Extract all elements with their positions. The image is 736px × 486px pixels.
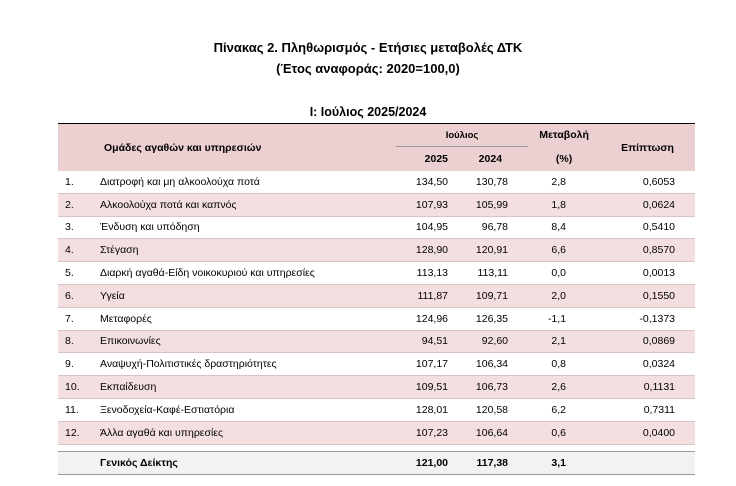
header-change-unit: (%)	[528, 147, 600, 172]
row-change: 0,8	[528, 353, 600, 376]
row-number: 11.	[58, 398, 92, 421]
row-number: 4.	[58, 239, 92, 262]
row-group-name: Υγεία	[92, 284, 396, 307]
row-number: 12.	[58, 421, 92, 444]
row-change: 6,2	[528, 398, 600, 421]
total-2024: 117,38	[456, 451, 528, 474]
row-number: 6.	[58, 284, 92, 307]
row-group-name: Επικοινωνίες	[92, 330, 396, 353]
row-value-2025: 111,87	[396, 284, 456, 307]
row-group-name: Αναψυχή-Πολιτιστικές δραστηριότητες	[92, 353, 396, 376]
row-value-2025: 104,95	[396, 216, 456, 239]
row-group-name: Μεταφορές	[92, 307, 396, 330]
row-value-2024: 130,78	[456, 171, 528, 193]
row-impact: 0,0324	[600, 353, 695, 376]
row-impact: 0,0869	[600, 330, 695, 353]
row-value-2025: 124,96	[396, 307, 456, 330]
row-value-2024: 109,71	[456, 284, 528, 307]
row-impact: 0,1131	[600, 376, 695, 399]
row-value-2025: 128,90	[396, 239, 456, 262]
table-row	[58, 239, 695, 262]
row-group-name: Στέγαση	[92, 239, 396, 262]
row-group-name: Άλλα αγαθά και υπηρεσίες	[92, 421, 396, 444]
total-name: Γενικός Δείκτης	[92, 451, 396, 474]
total-change: 3,1	[528, 451, 600, 474]
row-change: 0,0	[528, 262, 600, 285]
row-value-2024: 126,35	[456, 307, 528, 330]
row-change: 2,1	[528, 330, 600, 353]
row-value-2025: 128,01	[396, 398, 456, 421]
row-impact: 0,5410	[600, 216, 695, 239]
row-number: 3.	[58, 216, 92, 239]
row-change: 1,8	[528, 193, 600, 216]
row-group-name: Εκπαίδευση	[92, 376, 396, 399]
row-value-2025: 107,93	[396, 193, 456, 216]
total-impact	[600, 451, 695, 474]
row-value-2025: 109,51	[396, 376, 456, 399]
row-change: 2,8	[528, 171, 600, 193]
row-group-name: Διαρκή αγαθά-Είδη νοικοκυριού και υπηρεσίες	[92, 262, 396, 285]
row-value-2024: 106,73	[456, 376, 528, 399]
table-row	[58, 307, 695, 330]
header-impact: Επίπτωση	[600, 124, 695, 172]
header-groups: Ομάδες αγαθών και υπηρεσιών	[58, 124, 396, 172]
table-title: Πίνακας 2. Πληθωρισμός - Ετήσιες μεταβολές ΔΤΚ	[213, 40, 523, 55]
table-subtitle: Ι: Ιούλιος 2025/2024	[309, 105, 427, 119]
total-2025: 121,00	[396, 451, 456, 474]
row-change: 2,0	[528, 284, 600, 307]
table-row	[58, 398, 695, 421]
row-change: 0,6	[528, 421, 600, 444]
table-row	[58, 353, 695, 376]
header-change: Μεταβολή	[528, 124, 600, 147]
row-value-2024: 106,64	[456, 421, 528, 444]
row-number: 2.	[58, 193, 92, 216]
row-number: 9.	[58, 353, 92, 376]
row-value-2024: 106,34	[456, 353, 528, 376]
row-change: 6,6	[528, 239, 600, 262]
row-value-2024: 113,11	[456, 262, 528, 285]
row-value-2024: 96,78	[456, 216, 528, 239]
row-group-name: Ένδυση και υπόδηση	[92, 216, 396, 239]
table-row	[58, 216, 695, 239]
table-row	[58, 284, 695, 307]
header-year-2025: 2025	[396, 147, 456, 172]
table-row	[58, 421, 695, 444]
row-change: 8,4	[528, 216, 600, 239]
row-impact: -0,1373	[600, 307, 695, 330]
row-number: 1.	[58, 171, 92, 193]
table-row	[58, 262, 695, 285]
row-impact: 0,1550	[600, 284, 695, 307]
row-value-2025: 94,51	[396, 330, 456, 353]
row-value-2024: 120,91	[456, 239, 528, 262]
row-value-2024: 105,99	[456, 193, 528, 216]
row-number: 5.	[58, 262, 92, 285]
row-impact: 0,6053	[600, 171, 695, 193]
row-value-2025: 134,50	[396, 171, 456, 193]
row-change: -1,1	[528, 307, 600, 330]
row-value-2025: 107,17	[396, 353, 456, 376]
row-impact: 0,0013	[600, 262, 695, 285]
row-impact: 0,7311	[600, 398, 695, 421]
row-number: 7.	[58, 307, 92, 330]
row-group-name: Διατροφή και μη αλκοολούχα ποτά	[92, 171, 396, 193]
row-change: 2,6	[528, 376, 600, 399]
header-month: Ιούλιος	[396, 124, 528, 147]
table-row	[58, 376, 695, 399]
row-value-2024: 120,58	[456, 398, 528, 421]
header-year-2024: 2024	[456, 147, 528, 172]
row-value-2024: 92,60	[456, 330, 528, 353]
inflation-table	[58, 123, 695, 475]
table-header-row-1	[58, 124, 695, 147]
table-title-reference-year: (Έτος αναφοράς: 2020=100,0)	[276, 61, 460, 76]
row-impact: 0,0400	[600, 421, 695, 444]
row-number: 8.	[58, 330, 92, 353]
table-row	[58, 193, 695, 216]
row-group-name: Αλκοολούχα ποτά και καπνός	[92, 193, 396, 216]
table-row	[58, 171, 695, 193]
row-group-name: Ξενοδοχεία-Καφέ-Εστιατόρια	[92, 398, 396, 421]
row-value-2025: 113,13	[396, 262, 456, 285]
total-row	[58, 451, 695, 474]
row-impact: 0,8570	[600, 239, 695, 262]
table-row	[58, 330, 695, 353]
row-value-2025: 107,23	[396, 421, 456, 444]
row-impact: 0,0624	[600, 193, 695, 216]
row-number: 10.	[58, 376, 92, 399]
